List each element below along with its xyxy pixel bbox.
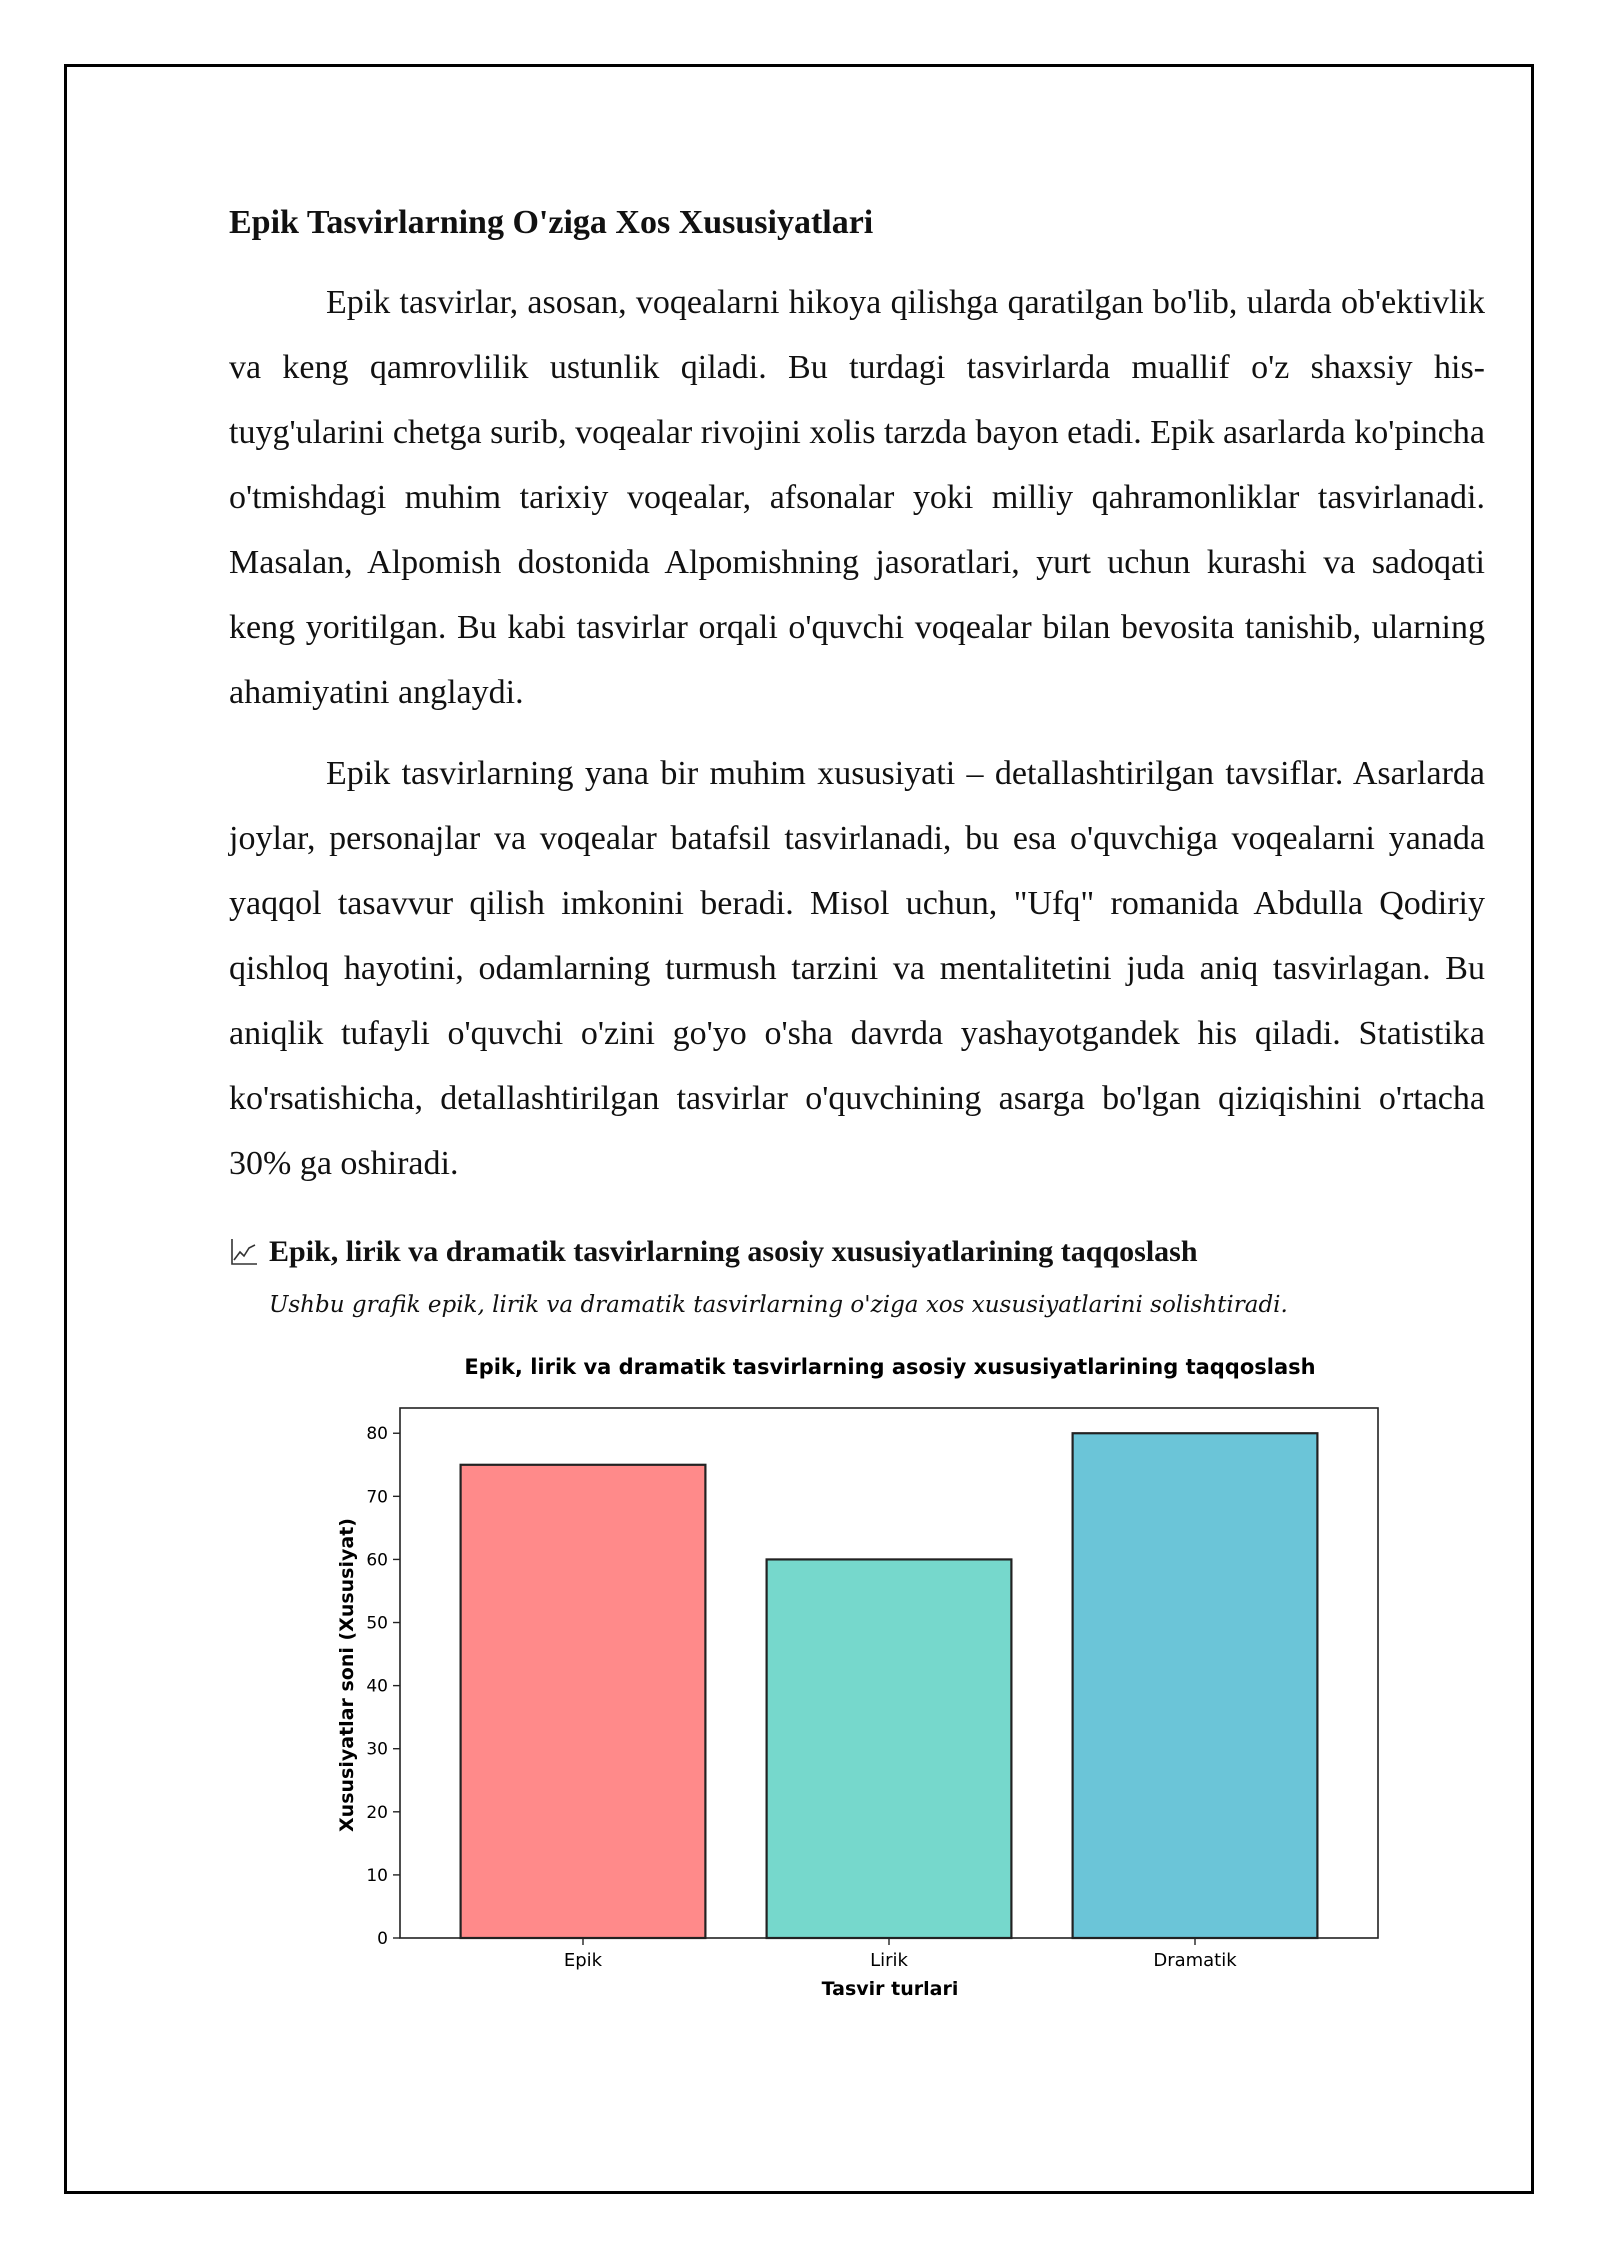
paragraph-1: Epik tasvirlar, asosan, voqealarni hikoya qilishga qaratilgan bo'lib, ularda ob'ektivlik va keng qamrovlilik ustunlik qiladi. Bu turdagi tasvirlarda muallif o'z shaxsiy his-tuyg'ularini chetga surib, voqealar rivojini xolis tarzda bayon etadi. Epik asarlarda ko'pincha o'tmishdagi muhim tarixiy voqealar, afsonalar yoki milliy qahramonliklar tasvirlanadi. Masalan, Alpomish dostonida Alpomishning jasoratlari, yurt uchun kurashi va sadoqati keng yoritilgan. Bu kabi tasvirlar orqali o'quvchi voqealar bilan bevosita tanishib, ularning ahamiyatini anglaydi. <box>229 284 1485 711</box>
x-tick-label: Epik <box>563 1950 603 1971</box>
y-tick-label: 70 <box>366 1487 388 1508</box>
bar-epik <box>461 1465 706 1938</box>
y-tick-label: 50 <box>366 1613 388 1634</box>
document-body <box>229 198 1485 1322</box>
x-tick-label: Lirik <box>870 1950 908 1971</box>
chart-section-description: Ushbu grafik epik, lirik va dramatik tasvirlarning o'ziga xos xususiyatlarini solishtiradi. <box>269 1292 1288 1318</box>
plot-area <box>366 1408 1378 1971</box>
y-tick-label: 80 <box>366 1424 388 1445</box>
x-axis-label: Tasvir turlari <box>821 1978 959 2000</box>
y-tick-label: 30 <box>366 1739 388 1760</box>
line-chart-icon <box>229 1237 259 1267</box>
chart-section-title: Epik, lirik va dramatik tasvirlarning asosiy xususiyatlarining taqqoslash <box>269 1235 1198 1268</box>
y-tick-label: 40 <box>366 1676 388 1697</box>
y-axis-label: Xususiyatlar soni (Xususiyat) <box>336 1518 358 1832</box>
x-tick-label: Dramatik <box>1153 1950 1237 1971</box>
y-tick-label: 60 <box>366 1550 388 1571</box>
bar-lirik <box>767 1559 1012 1938</box>
bar-chart <box>300 1340 1430 2010</box>
chart-section-header <box>229 1232 1485 1272</box>
paragraph-2: Epik tasvirlarning yana bir muhim xususiyati – detallashtirilgan tavsiflar. Asarlarda joylar, personajlar va voqealar batafsil tasvirlanadi, bu esa o'quvchiga voqealarni yanada yaqqol tasavvur qilish imkonini beradi. Misol uchun, "Ufq" romanida Abdulla Qodiriy qishloq hayotini, odamlarning turmush tarzini va mentalitetini juda aniq tasvirlagan. Bu aniqlik tufayli o'quvchi o'zini go'yo o'sha davrda yashayotgandek his qiladi. Statistika ko'rsatishicha, detallashtirilgan tasvirlar o'quvchining asarga bo'lgan qiziqishini o'rtacha 30% ga oshiradi. <box>229 755 1485 1182</box>
chart-title: Epik, lirik va dramatik tasvirlarning asosiy xususiyatlarining taqqoslash <box>464 1355 1316 1379</box>
bar-chart-svg <box>300 1340 1430 2010</box>
y-tick-label: 10 <box>366 1865 388 1886</box>
section-heading: Epik Tasvirlarning O'ziga Xos Xususiyatlari <box>229 204 874 241</box>
bar-dramatik <box>1073 1433 1318 1938</box>
y-tick-label: 20 <box>366 1802 388 1823</box>
y-tick-label: 0 <box>377 1929 388 1949</box>
